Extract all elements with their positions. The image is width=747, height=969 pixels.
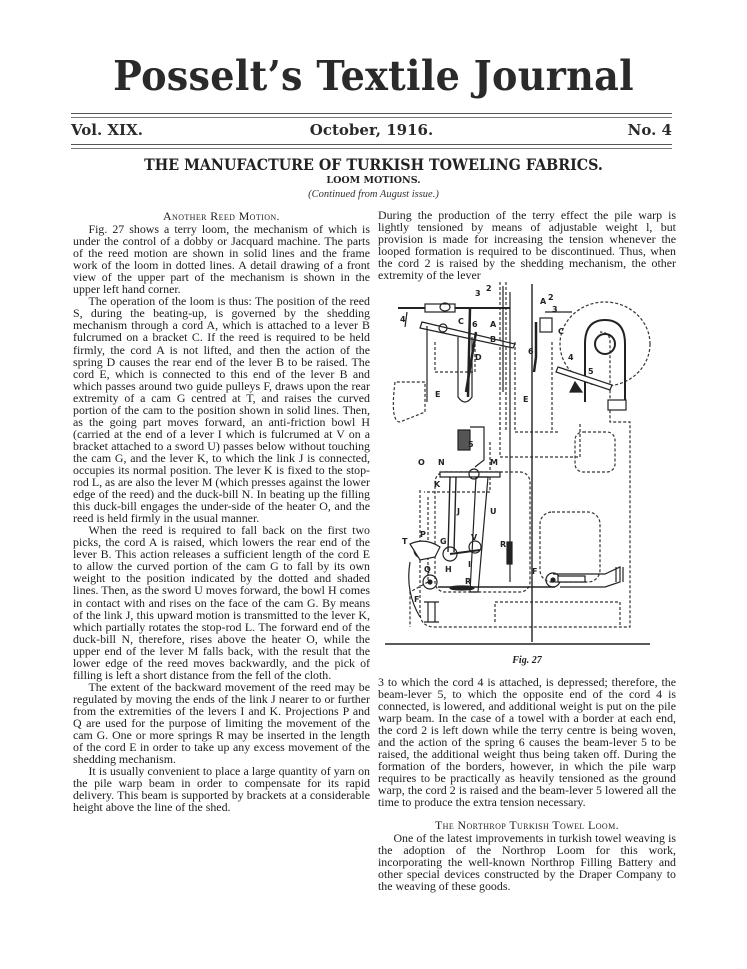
right-column-bottom bbox=[378, 676, 676, 892]
paragraph: The operation of the loom is thus: The position of the reed S, during the beating-up, is governed by the shedding mechanism through a cord A, which is attached to a lever B fulcrumed on a bracket C. If the reed is required to be held firmly, the cord A is not lifted, and then the action of the spring D causes the rear end of the lever B to be raised. The cord E, which is connected to this end of the lever B and which passes around two guide pulleys F, draws upon the rear extremity of a cam G centred at T, and raises the curved portion of the cam to the position shown in solid lines. Then, as the going part moves forward, an anti-friction bowl H (carried at the end of a lever I which is fulcrumed at V on a bracket attached to a sword U) passes below without touching the cam G, and the lever K, to which the link J is connected, occupies its normal position. The lever K is fixed to the stop-rod L, as are also the lever M (which presses against the lower edge of the reed) and the duck-bill N. In beating up the filling this duck-bill engages the under-side of the heater O, and the reed is held firmly in the usual manner. bbox=[73, 294, 370, 526]
figure-label: N bbox=[438, 458, 445, 467]
figure-label: F bbox=[414, 595, 420, 604]
paragraph: One of the latest improvements in turkish towel weaving is the adoption of the Northrop Loom for this work, incorporating the well-known Northrop Filling Battery and other special devices constructed by the Draper Company to the weaving of these goods. bbox=[378, 830, 676, 893]
upper-detail-levers bbox=[398, 286, 515, 402]
figure-label: M bbox=[490, 458, 498, 467]
figure-label: 4 bbox=[400, 315, 406, 324]
masthead-title: Posselt’s Textile Journal bbox=[113, 52, 634, 100]
figure-label: V bbox=[471, 533, 478, 542]
figure-label: J bbox=[457, 507, 460, 516]
figure-caption: Fig. 27 bbox=[512, 655, 542, 666]
figure-label: E bbox=[435, 390, 441, 399]
header-rule-top bbox=[71, 113, 672, 118]
figure-label: Q bbox=[424, 565, 431, 574]
figure-label: 2 bbox=[548, 293, 554, 302]
figure-label: A bbox=[540, 297, 547, 306]
figure-label: K bbox=[434, 480, 441, 489]
figure-label: 2 bbox=[486, 284, 492, 293]
section-heading-reed-motion: Another Reed Motion. bbox=[163, 209, 280, 223]
figure-label: 3 bbox=[475, 289, 481, 298]
article-subtitle: LOOM MOTIONS. bbox=[326, 175, 421, 186]
figure-label: 3 bbox=[552, 305, 558, 314]
figure-label: 6 bbox=[472, 320, 478, 329]
figure-label: T bbox=[402, 537, 408, 546]
figure-label: B bbox=[490, 335, 497, 344]
paragraph: The extent of the backward movement of the reed may be regulated by moving the ends of the link J nearer to or further from the extremities of the levers I and K. Projections P and Q are used for the purpose of limiting the movement of the cam G. One or more springs R may be inserted in the length of the cord E in order to take up any excess movement of the shedding mechanism. bbox=[73, 679, 370, 767]
right-column-top bbox=[378, 209, 676, 281]
volume-number: Vol. XIX. bbox=[71, 121, 143, 139]
paragraph: 3 to which the cord 4 is attached, is depressed; therefore, the beam-lever 5, to which the opposite end of the cord 4 is connected, is lowered, and additional weight is put on the pile warp beam. In the case of a towel with a border at each end, the cord 2 is left down while the terry centre is being woven, and the action of the spring 6 causes the beam-lever 5 to be raised, the additional weight thus being taken off. During the formation of the borders, however, in which the pile warp requires to be practically as heavily tensioned as the ground warp, the cord 2 is raised and the beam-lever 5 lowered all the time to produce the extra tension necessary. bbox=[378, 675, 676, 810]
paragraph: During the production of the terry effect the pile warp is lightly tensioned by means of adjustable weight l, but provision is made for increasing the tension whenever the looped formation is required to be discontinued. Thus, when the cord 2 is raised by the shedding mechanism, the other extremity of the lever bbox=[378, 208, 676, 283]
figure-label: D bbox=[475, 353, 482, 362]
article-title: THE MANUFACTURE OF TURKISH TOWELING FABRICS. bbox=[144, 155, 603, 174]
header-rule-bottom bbox=[71, 144, 672, 149]
figure-label: F bbox=[532, 567, 538, 576]
figure-label: R bbox=[500, 540, 507, 549]
figure-label: U bbox=[490, 507, 497, 516]
figure-label: E bbox=[523, 395, 529, 404]
figure-label: 5 bbox=[468, 440, 474, 449]
figure-label: P bbox=[420, 530, 426, 539]
figure-label: R bbox=[465, 577, 472, 586]
figure-label: H bbox=[445, 565, 452, 574]
paragraph: It is usually convenient to place a large quantity of yarn on the pile warp beam in order to compensate for its rapid delivery. This beam is supported by brackets at a considerable height above the line of the shed. bbox=[73, 764, 370, 815]
figure-label: 6 bbox=[528, 347, 534, 356]
issue-date: October, 1916. bbox=[309, 121, 434, 139]
figure-label: G bbox=[440, 537, 447, 546]
figure-label: C bbox=[558, 327, 564, 336]
section-heading-northrop: The Northrop Turkish Towel Loom. bbox=[435, 817, 619, 832]
issue-line bbox=[71, 121, 672, 143]
paragraph: Fig. 27 shows a terry loom, the mechanism of which is under the control of a dobby or Jacquard machine. The parts of the reed motion are shown in solid lines and the frame work of the loom in dotted lines. A detail drawing of a front view of the upper part of the mechanism is shown in the upper left hand corner. bbox=[73, 222, 370, 297]
pile-warp-beam bbox=[534, 312, 626, 410]
figure-27-loom-diagram bbox=[380, 282, 652, 652]
figure-label: 5 bbox=[588, 367, 594, 376]
left-column bbox=[73, 210, 370, 813]
figure-label: C bbox=[458, 317, 464, 326]
paragraph: When the reed is required to fall back on the first two picks, the cord A is raised, which lowers the rear end of the lever B. This action releases a sufficient length of the cord E to allow the curved portion of the cam G to fall by its own weight to the position indicated by the dotted and shaded lines. Then, as the sword U moves forward, the bowl H comes in contact with and rises on the face of the cam G. By means of the link J, this upward motion is transmitted to the lever K, which partially rotates the stop-rod L. The forward end of the duck-bill N, therefore, rises above the heater O, while the upper end of the lever M falls back, with the result that the lower edge of the reed moves backwardly, and the pick of filling is left a short distance from the fell of the cloth. bbox=[73, 523, 370, 682]
article-continued-note: (Continued from August issue.) bbox=[308, 189, 439, 200]
figure-label: I bbox=[468, 560, 471, 569]
figure-label: O bbox=[418, 458, 425, 467]
issue-number: No. 4 bbox=[627, 121, 672, 139]
figure-label: 4 bbox=[568, 353, 574, 362]
figure-label: A bbox=[490, 320, 497, 329]
